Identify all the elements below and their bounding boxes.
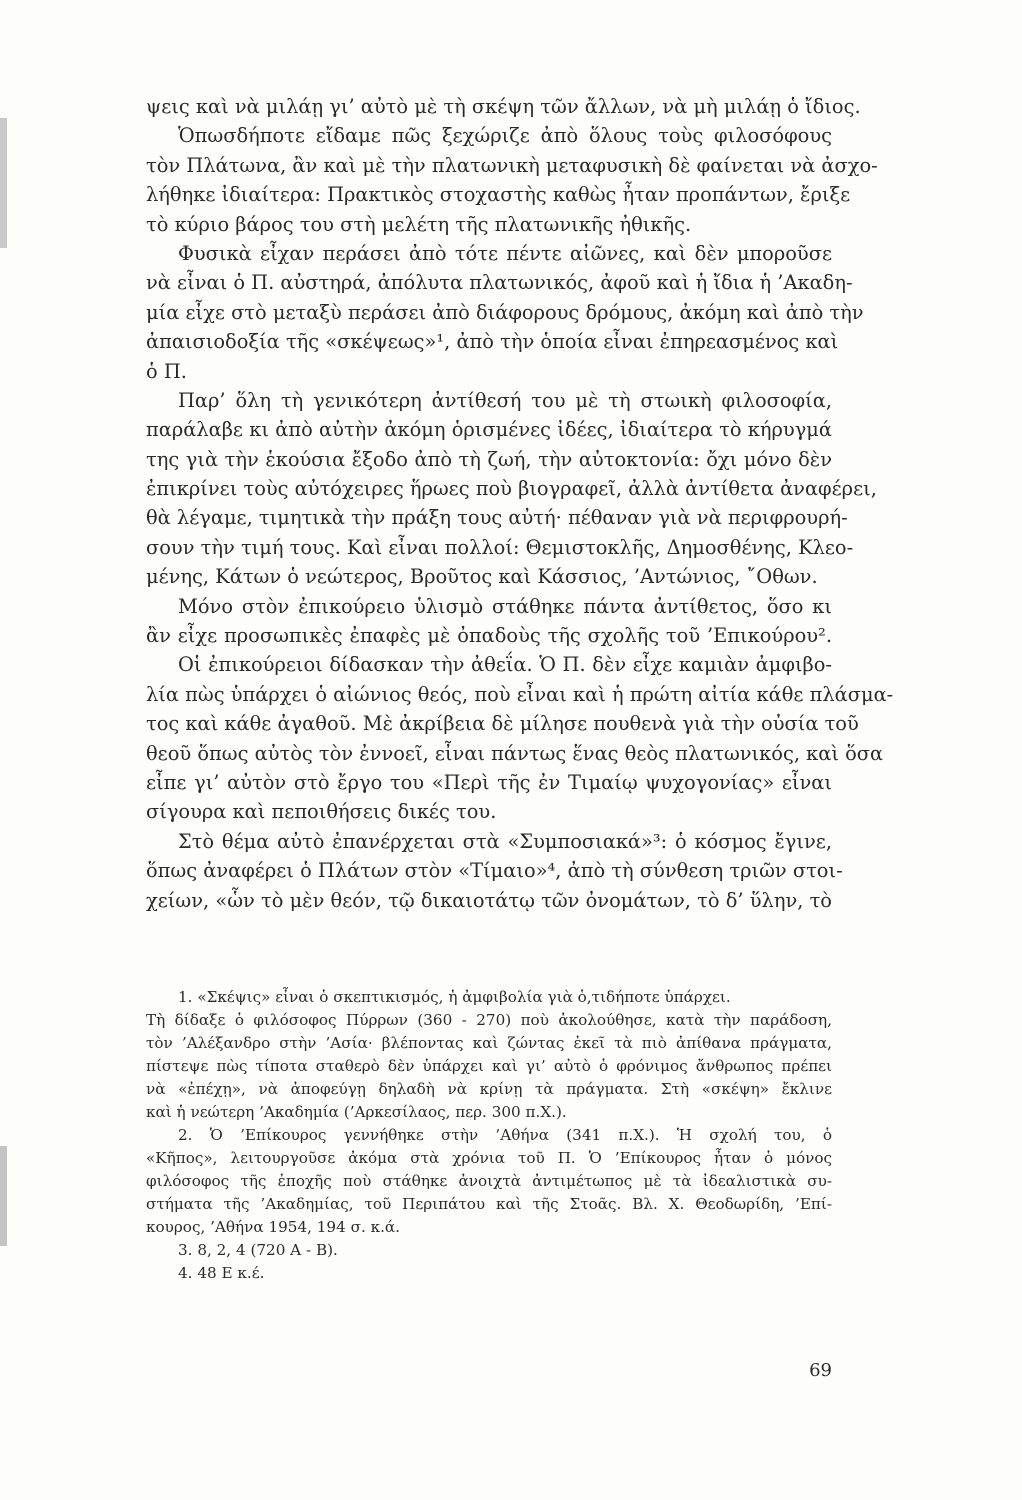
footnote-line: κουρος, ’Αθήνα 1954, 194 σ. κ.ά. xyxy=(146,1218,401,1236)
footnote-line: 1. «Σκέψις» εἶναι ὁ σκεπτικισμός, ἡ ἀμφιβολία γιὰ ὁ,τιδήποτε ὑπάρχει. xyxy=(178,988,731,1006)
text-line: θὰ λέγαμε, τιμητικὰ τὴν πράξη τους αὐτή· πέθαναν γιὰ νὰ περιφρουρή- xyxy=(146,506,848,530)
footnote-line: «Κῆπος», λειτουργοῦσε ἀκόμα στὰ χρόνια τοῦ Π. Ὁ ’Επίκουρος ἦταν ὁ μόνος xyxy=(146,1149,832,1167)
text-line: σουν τὴν τιμή τους. Καὶ εἶναι πολλοί: Θεμιστοκλῆς, Δημοσθένης, Κλεο- xyxy=(146,535,854,559)
footnote-line: τὸν ’Αλέξανδρο στὴν ’Ασία· βλέποντας καὶ ζώντας ἐκεῖ τὰ πιὸ ἀπίθανα πράγματα, xyxy=(146,1034,832,1052)
page-number: 69 xyxy=(809,1360,832,1381)
text-line: τὸν Πλάτωνα, ἂν καὶ μὲ τὴν πλατωνικὴ μεταφυσικὴ δὲ φαίνεται νὰ ἀσχο- xyxy=(146,153,878,177)
binding-shadow xyxy=(0,118,7,248)
text-line: παράλαβε κι ἀπὸ αὐτὴν ἀκόμη ὁρισμένες ἰδέες, ἰδιαίτερα τὸ κήρυγμά xyxy=(146,418,832,442)
text-line: λία πὼς ὑπάρχει ὁ αἰώνιος θεός, ποὺ εἶναι καὶ ἡ πρώτη αἰτία κάθε πλάσμα- xyxy=(146,682,894,706)
main-text xyxy=(146,92,894,915)
text-line: Ὁπωσδήποτε εἴδαμε πῶς ξεχώριζε ἀπὸ ὅλους τοὺς φιλοσόφους xyxy=(178,124,832,148)
footnote-line: καὶ ἡ νεώτερη ’Ακαδημία (’Αρκεσίλαος, περ. 300 π.Χ.). xyxy=(146,1103,567,1121)
text-line: ψεις καὶ νὰ μιλάῃ γι’ αὐτὸ μὲ τὴ σκέψη τῶν ἄλλων, νὰ μὴ μιλάῃ ὁ ἴδιος. xyxy=(146,95,861,118)
binding-shadow xyxy=(0,1146,7,1246)
text-line: χείων, «ὧν τὸ μὲν θεόν, τῷ δικαιοτάτῳ τῶν ὀνομάτων, τὸ δ’ ὕλην, τὸ xyxy=(146,888,832,912)
text-line: ἀπαισιοδοξία τῆς «σκέψεως»¹, ἀπὸ τὴν ὁποία εἶναι ἐπηρεασμένος καὶ xyxy=(146,330,839,354)
text-line: της γιὰ τὴν ἑκούσια ἔξοδο ἀπὸ τὴ ζωή, τὴν αὐτοκτονία: ὄχι μόνο δὲν xyxy=(146,447,832,471)
footnotes xyxy=(146,986,832,1285)
text-line: τος καὶ κάθε ἀγαθοῦ. Μὲ ἀκρίβεια δὲ μίλησε πουθενὰ γιὰ τὴν οὐσία τοῦ xyxy=(146,712,859,736)
text-line: Φυσικὰ εἶχαν περάσει ἀπὸ τότε πέντε αἰῶνες, καὶ δὲν μποροῦσε xyxy=(178,241,832,265)
text-line: τὸ κύριο βάρος του στὴ μελέτη τῆς πλατωνικῆς ἠθικῆς. xyxy=(146,212,692,236)
footnote-line: 4. 48 Ε κ.έ. xyxy=(178,1264,265,1282)
text-line: ὅπως ἀναφέρει ὁ Πλάτων στὸν «Τίμαιο»⁴, ἀπὸ τὴ σύνθεση τριῶν στοι- xyxy=(146,859,843,883)
footnote-line: στήματα τῆς ’Ακαδημίας, τοῦ Περιπάτου καὶ τῆς Στοᾶς. Βλ. Χ. Θεοδωρίδη, ’Επί- xyxy=(146,1195,832,1213)
footnote-line: 3. 8, 2, 4 (720 Α - Β). xyxy=(178,1241,338,1259)
text-line: μένης, Κάτων ὁ νεώτερος, Βροῦτος καὶ Κάσσιος, ’Αντώνιος, ῎Οθων. xyxy=(146,565,818,589)
text-line: ἐπικρίνει τοὺς αὐτόχειρες ἥρωες ποὺ βιογραφεῖ, ἀλλὰ ἀντίθετα ἀναφέρει, xyxy=(146,477,877,501)
footnote-line: πίστεψε πὼς τίποτα σταθερὸ δὲν ὑπάρχει καὶ γι’ αὐτὸ ὁ φρόνιμος ἄνθρωπος πρέπει xyxy=(146,1057,832,1075)
text-line: σίγουρα καὶ πεποιθήσεις δικές του. xyxy=(146,800,497,824)
text-line: νὰ εἶναι ὁ Π. αὐστηρά, ἀπόλυτα πλατωνικός, ἀφοῦ καὶ ἡ ἴδια ἡ ’Ακαδη- xyxy=(146,271,853,295)
text-line: ὁ Π. xyxy=(146,359,187,383)
text-line: μία εἶχε στὸ μεταξὺ περάσει ἀπὸ διάφορους δρόμους, ἀκόμη καὶ ἀπὸ τὴν xyxy=(146,300,864,324)
text-line: ἂν εἶχε προσωπικὲς ἐπαφὲς μὲ ὀπαδοὺς τῆς σχολῆς τοῦ ’Επικούρου². xyxy=(146,624,832,648)
text-line: λήθηκε ἰδιαίτερα: Πρακτικὸς στοχαστὴς καθὼς ἦταν προπάντων, ἔριξε xyxy=(146,183,851,207)
footnote-line: Τὴ δίδαξε ὁ φιλόσοφος Πύρρων (360 - 270) ποὺ ἀκολούθησε, κατὰ τὴν παράδοση, xyxy=(146,1011,832,1029)
footnote-line: 2. Ὁ ’Επίκουρος γεννήθηκε στὴν ’Αθήνα (341 π.Χ.). Ἡ σχολή του, ὁ xyxy=(178,1126,832,1144)
text-line: Οἱ ἐπικούρειοι δίδασκαν τὴν ἀθεΐα. Ὁ Π. δὲν εἶχε καμιὰν ἀμφιβο- xyxy=(178,653,832,677)
footnote-line: φιλόσοφος τῆς ἐποχῆς ποὺ στάθηκε ἀνοιχτὰ ἀντιμέτωπος μὲ τὰ ἰδεαλιστικὰ συ- xyxy=(146,1172,832,1190)
text-line: Στὸ θέμα αὐτὸ ἐπανέρχεται στὰ «Συμποσιακά»³: ὁ κόσμος ἔγινε, xyxy=(178,829,832,853)
text-line: εἶπε γι’ αὐτὸν στὸ ἔργο του «Περὶ τῆς ἐν Τιμαίῳ ψυχογονίας» εἶναι xyxy=(146,770,832,794)
text-line: Μόνο στὸν ἐπικούρειο ὑλισμὸ στάθηκε πάντα ἀντίθετος, ὅσο κι xyxy=(178,594,832,618)
footnote-line: νὰ «ἐπέχῃ», νὰ ἀποφεύγῃ δηλαδὴ νὰ κρίνῃ τὰ πράγματα. Στὴ «σκέψη» ἔκλινε xyxy=(146,1080,832,1098)
text-line: Παρ’ ὅλη τὴ γενικότερη ἀντίθεσή του μὲ τὴ στωικὴ φιλοσοφία, xyxy=(178,388,832,412)
text-line: θεοῦ ὅπως αὐτὸς τὸν ἐννοεῖ, εἶναι πάντως ἕνας θεὸς πλατωνικός, καὶ ὅσα xyxy=(146,741,884,765)
